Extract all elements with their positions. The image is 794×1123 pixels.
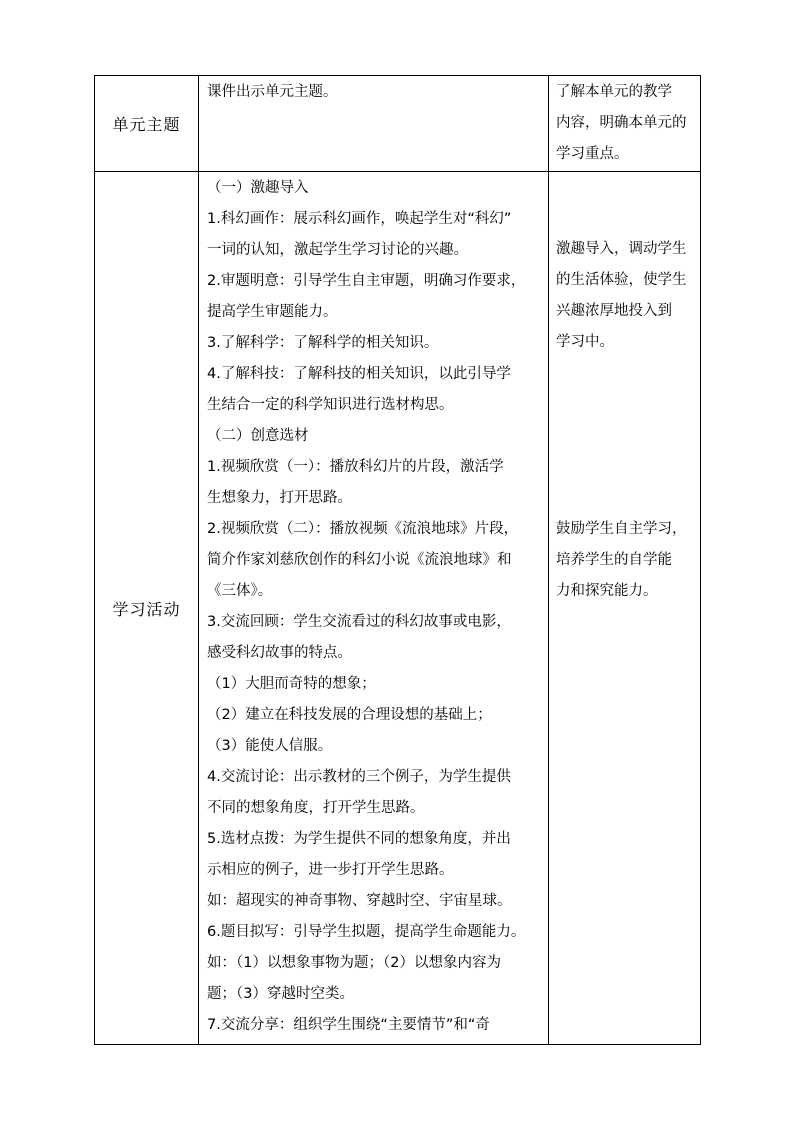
activity-line: 1.视频欣赏（一）：播放科幻片的片段，激活学 — [207, 459, 504, 475]
activity-line: 不同的想象角度，打开学生思路。 — [207, 800, 425, 816]
purpose-cell-learning-activities — [549, 172, 701, 1045]
activity-line: 3.了解科学：了解科学的相关知识。 — [207, 335, 439, 351]
activity-line: 示相应的例子，进一步打开学生思路。 — [207, 862, 454, 878]
purpose-line: 了解本单元的教学 — [556, 84, 672, 100]
row-label-unit-theme: 单元主题 — [95, 76, 199, 172]
purpose-line: 兴趣浓厚地投入到 — [556, 303, 672, 319]
purpose-line: 学习中。 — [556, 334, 614, 350]
activity-line: 生结合一定的科学知识进行选材构思。 — [207, 397, 454, 413]
activity-line: 4.交流讨论：出示教材的三个例子，为学生提供 — [207, 769, 511, 785]
activity-line: 题；（3）穿越时空类。 — [207, 986, 354, 1002]
purpose-line: 内容，明确本单元的 — [556, 115, 687, 131]
activity-line: 感受科幻故事的特点。 — [207, 645, 352, 661]
activity-line: 《三体》。 — [207, 583, 273, 599]
activity-line: （一）激趣导入 — [207, 180, 309, 196]
activity-cell-learning-activities — [199, 172, 549, 1045]
activity-line: 如：超现实的神奇事物、穿越时空、宇宙星球。 — [207, 893, 512, 909]
purpose-line: 的生活体验，使学生 — [556, 272, 687, 288]
activity-line: 如：（1）以想象事物为题；（2）以想象内容为 — [207, 955, 501, 971]
activity-line: （2）建立在科技发展的合理设想的基础上； — [207, 707, 492, 723]
activity-line: 6.题目拟写：引导学生拟题，提高学生命题能力。 — [207, 924, 526, 940]
activity-line: 7.交流分享：组织学生围绕“主要情节”和“奇 — [207, 1017, 490, 1033]
purpose-line: 激趣导入，调动学生 — [556, 241, 687, 257]
table-row-learning-activities — [95, 172, 701, 1045]
activity-line: 一词的认知，激起学生学习讨论的兴趣。 — [207, 242, 468, 258]
purpose-line: 鼓励学生自主学习， — [556, 521, 687, 537]
activity-line: 生想象力，打开思路。 — [207, 490, 352, 506]
purpose-line: 力和探究能力。 — [556, 583, 658, 599]
activity-line: 简介作家刘慈欣创作的科幻小说《流浪地球》和 — [207, 552, 512, 568]
lesson-plan-table — [94, 75, 701, 1045]
activity-line: 3.交流回顾：学生交流看过的科幻故事或电影， — [207, 614, 511, 630]
table-row-unit-theme — [95, 76, 701, 172]
activity-line: 课件出示单元主题。 — [207, 84, 338, 100]
activity-line: 5.选材点拨：为学生提供不同的想象角度，并出 — [207, 831, 511, 847]
purpose-line: 学习重点。 — [556, 146, 629, 162]
activity-line: （3）能使人信服。 — [207, 738, 333, 754]
activity-line: 4.了解科技：了解科技的相关知识，以此引导学 — [207, 366, 511, 382]
activity-line: 提高学生审题能力。 — [207, 304, 338, 320]
activity-cell-unit-theme — [199, 76, 549, 172]
row-label-learning-activities: 学习活动 — [95, 172, 199, 1045]
purpose-line: 培养学生的自学能 — [556, 552, 672, 568]
activity-line: 1.科幻画作：展示科幻画作，唤起学生对“科幻” — [207, 211, 512, 227]
activity-line: （二）创意选材 — [207, 428, 309, 444]
activity-line: 2.视频欣赏（二）：播放视频《流浪地球》片段， — [207, 521, 519, 537]
purpose-cell-unit-theme — [549, 76, 701, 172]
activity-line: （1）大胆而奇特的想象； — [207, 676, 376, 692]
activity-line: 2.审题明意：引导学生自主审题，明确习作要求， — [207, 273, 526, 289]
